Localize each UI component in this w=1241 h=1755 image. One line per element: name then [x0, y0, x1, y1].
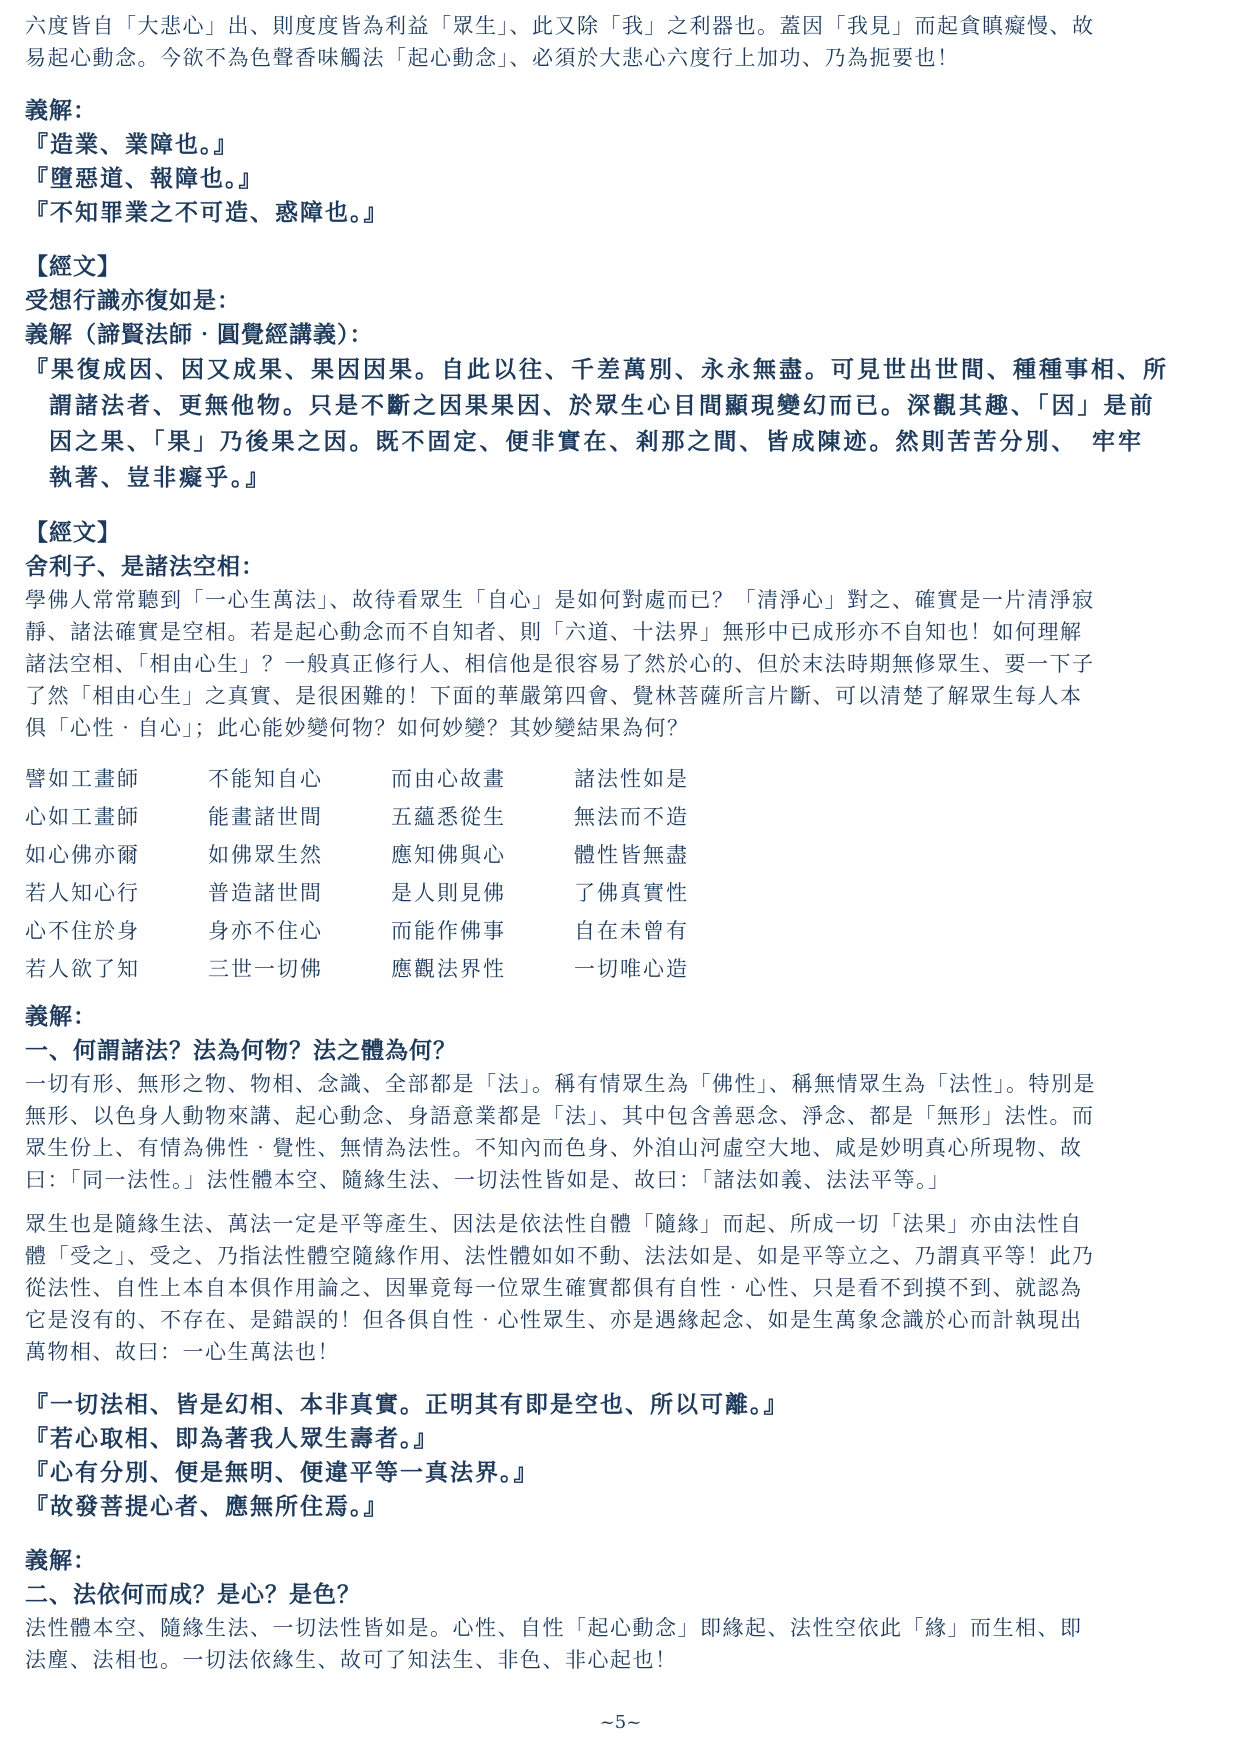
- verse-phrase: 無法而不造: [574, 805, 689, 829]
- verse-phrase: 了佛真實性: [574, 881, 689, 905]
- verse-phrase: 體性皆無盡: [574, 843, 689, 867]
- quote-line: 『造業、業障也。』: [25, 131, 239, 158]
- verse-phrase: 五蘊悉從生: [391, 805, 506, 829]
- paragraph-line: 眾生份上、有情為佛性‧覺性、無情為法性。不知內而色身、外洎山河虛空大地、咸是妙明真心所現物、故: [25, 1136, 1083, 1160]
- quote-line: 『不知罪業之不可造、惑障也。』: [25, 199, 389, 226]
- paragraph-line: 俱「心性‧自心」；此心能妙變何物？如何妙變？其妙變結果為何？: [25, 716, 690, 740]
- verse-phrase: 不能知自心: [208, 767, 323, 791]
- verse-phrase: 身亦不住心: [208, 919, 323, 943]
- verse-phrase: 心如工畫師: [25, 805, 140, 829]
- section-heading: 義解：: [25, 97, 97, 124]
- verse-phrase: 如心佛亦爾: [25, 843, 140, 867]
- paragraph-line: 了然「相由心生」之真實、是很困難的！下面的華嚴第四會、覺林菩薩所言片斷、可以清楚了解眾生每人本: [25, 684, 1083, 708]
- verse-phrase: 應觀法界性: [391, 957, 506, 981]
- intro-line: 六度皆自「大悲心」出、則度度皆為利益「眾生」、此又除「我」之利器也。蓋因「我見」而起貪瞋癡慢、故: [25, 14, 1095, 38]
- verse-phrase: 心不住於身: [25, 919, 140, 943]
- verse-phrase: 一切唯心造: [574, 957, 689, 981]
- verse-phrase: 而能作佛事: [391, 919, 506, 943]
- quote-line: 『故發菩提心者、應無所住焉。』: [25, 1493, 389, 1520]
- paragraph-line: 曰：「同一法性。」法性體本空、隨緣生法、一切法性皆如是、故曰：「諸法如義、法法平等。」: [25, 1168, 951, 1192]
- sutra-heading: 【經文】: [25, 519, 121, 546]
- verse-grid: [25, 760, 1225, 988]
- paragraph-line: 它是沒有的、不存在、是錯誤的！但各俱自性‧心性眾生、亦是遇緣起念、如是生萬象念識於心而計執現出: [25, 1308, 1083, 1332]
- page-number: ~5~: [599, 1712, 642, 1733]
- paragraph-line: 無形、以色身人動物來講、起心動念、身語意業都是「法」、其中包含善惡念、淨念、都是「無形」法性。而: [25, 1104, 1095, 1128]
- quote-line: 『心有分別、便是無明、便違平等一真法界。』: [25, 1459, 539, 1486]
- sutra-text: 舍利子、是諸法空相：: [25, 553, 265, 580]
- commentary-quote-line: 執著、豈非癡乎。』: [49, 464, 272, 491]
- verse-phrase: 三世一切佛: [208, 957, 323, 981]
- verse-phrase: 自在未曾有: [574, 919, 689, 943]
- verse-phrase: 若人知心行: [25, 881, 140, 905]
- verse-phrase: 譬如工畫師: [25, 767, 140, 791]
- quote-line: 『墮惡道、報障也。』: [25, 165, 264, 192]
- paragraph-line: 從法性、自性上本自本俱作用論之、因畢竟每一位眾生確實都俱有自性‧心性、只是看不到摸不到、就認為: [25, 1276, 1083, 1300]
- verse-phrase: 應知佛與心: [391, 843, 506, 867]
- verse-phrase: 而由心故畫: [391, 767, 506, 791]
- paragraph-line: 體「受之」、受之、乃指法性體空隨緣作用、法性體如如不動、法法如是、如是平等立之、乃謂真平等！此乃: [25, 1244, 1095, 1268]
- document-page: [25, 10, 1225, 1676]
- commentary-quote-line: 因之果、「果」乃後果之因。既不固定、便非實在、剎那之間、皆成陳迹。然則苦苦分別、 牢牢: [49, 428, 1144, 455]
- paragraph-line: 諸法空相、「相由心生」？一般真正修行人、相信他是很容易了然於心的、但於末法時期無修眾生、要一下子: [25, 652, 1095, 676]
- section-heading: 義解：: [25, 1003, 97, 1030]
- verse-phrase: 是人則見佛: [391, 881, 506, 905]
- commentary-quote-line: 謂諸法者、更無他物。只是不斷之因果果因、於眾生心目間顯現變幻而已。深觀其趣、「因」是前: [49, 392, 1156, 419]
- question-heading: 二、法依何而成？是心？是色？: [25, 1581, 361, 1608]
- paragraph-line: 法性體本空、隨緣生法、一切法性皆如是。心性、自性「起心動念」即緣起、法性空依此「緣」而生相、即: [25, 1616, 1083, 1640]
- paragraph-line: 一切有形、無形之物、物相、念識、全部都是「法」。稱有情眾生為「佛性」、稱無情眾生為「法性」。特別是: [25, 1072, 1096, 1096]
- section-heading: 義解：: [25, 1547, 97, 1574]
- quote-line: 『若心取相、即為著我人眾生壽者。』: [25, 1425, 439, 1452]
- paragraph-line: 眾生也是隨緣生法、萬法一定是平等產生、因法是依法性自體「隨緣」而起、所成一切「法果」亦由法性自: [25, 1212, 1083, 1236]
- verse-phrase: 諸法性如是: [574, 767, 689, 791]
- sutra-heading: 【經文】: [25, 253, 121, 280]
- commentary-heading: 義解（諦賢法師‧圓覺經講義）：: [25, 321, 374, 348]
- verse-phrase: 若人欲了知: [25, 957, 140, 981]
- verse-phrase: 能畫諸世間: [208, 805, 323, 829]
- verse-phrase: 如佛眾生然: [208, 843, 323, 867]
- sutra-text: 受想行識亦復如是：: [25, 287, 241, 314]
- paragraph-line: 靜、諸法確實是空相。若是起心動念而不自知者、則「六道、十法界」無形中已成形亦不自知也！如何理解: [25, 620, 1083, 644]
- commentary-quote-line: 『果復成因、因又成果、果因因果。自此以往、千差萬別、永永無盡。可見世出世間、種種事相、所: [25, 356, 1169, 383]
- paragraph-line: 法塵、法相也。一切法依緣生、故可了知法生、非色、非心起也！: [25, 1648, 678, 1672]
- question-heading: 一、何謂諸法？法為何物？法之體為何？: [25, 1037, 457, 1064]
- verse-phrase: 普造諸世間: [208, 881, 323, 905]
- paragraph-line: 萬物相、故曰：一心生萬法也！: [25, 1340, 340, 1364]
- paragraph-line: 學佛人常常聽到「一心生萬法」、故待看眾生「自心」是如何對處而已？「清淨心」對之、確實是一片清淨寂: [25, 588, 1095, 612]
- quote-line: 『一切法相、皆是幻相、本非真實。正明其有即是空也、所以可離。』: [25, 1391, 789, 1418]
- intro-line: 易起心動念。今欲不為色聲香味觸法「起心動念」、必須於大悲心六度行上加功、乃為扼要也！: [25, 46, 960, 70]
